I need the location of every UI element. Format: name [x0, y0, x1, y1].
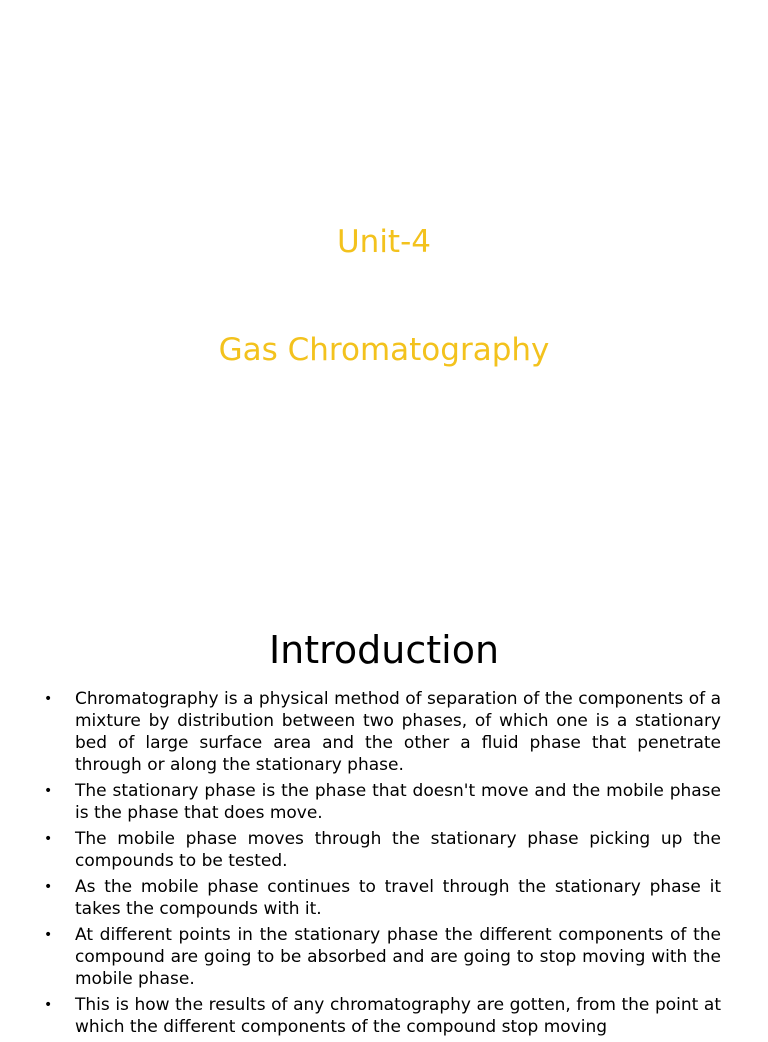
bullet-icon: • [44, 831, 53, 847]
slide-heading: Introduction [268, 628, 500, 672]
bullet-text: The stationary phase is the phase that doesn't move and the mobile phase is the phase that does move. [75, 781, 721, 823]
bullet-item [44, 924, 721, 990]
bullet-item [44, 876, 721, 920]
introduction-slide [0, 576, 768, 1037]
bullet-icon: • [44, 879, 53, 895]
bullet-icon: • [44, 691, 53, 707]
bullet-item [44, 994, 721, 1038]
bullet-text: The mobile phase moves through the stationary phase picking up the compounds to be tested. [75, 829, 721, 871]
bullet-icon: • [44, 997, 53, 1013]
bullet-icon: • [44, 927, 53, 943]
bullet-icon: • [44, 783, 53, 799]
bullet-item [44, 828, 721, 872]
bullet-text: This is how the results of any chromatography are gotten, from the point at which the different components of the compound stop moving [75, 995, 721, 1037]
unit-title: Unit-4 [336, 224, 431, 260]
bullet-text: Chromatography is a physical method of separation of the components of a mixture by distribution between two phases, of which one is a stationary bed of large surface area and the other a fluid phase that penetrate through or along the stationary phase. [75, 689, 721, 775]
bullet-text: As the mobile phase continues to travel through the stationary phase it takes the compounds with it. [75, 877, 721, 919]
bullet-item [44, 780, 721, 824]
bullet-item [44, 688, 721, 776]
slide-subtitle: Gas Chromatography [218, 332, 550, 368]
bullet-list [0, 688, 768, 1042]
bullet-text: At different points in the stationary phase the different components of the compound are going to be absorbed and are going to stop moving with the mobile phase. [75, 925, 721, 989]
